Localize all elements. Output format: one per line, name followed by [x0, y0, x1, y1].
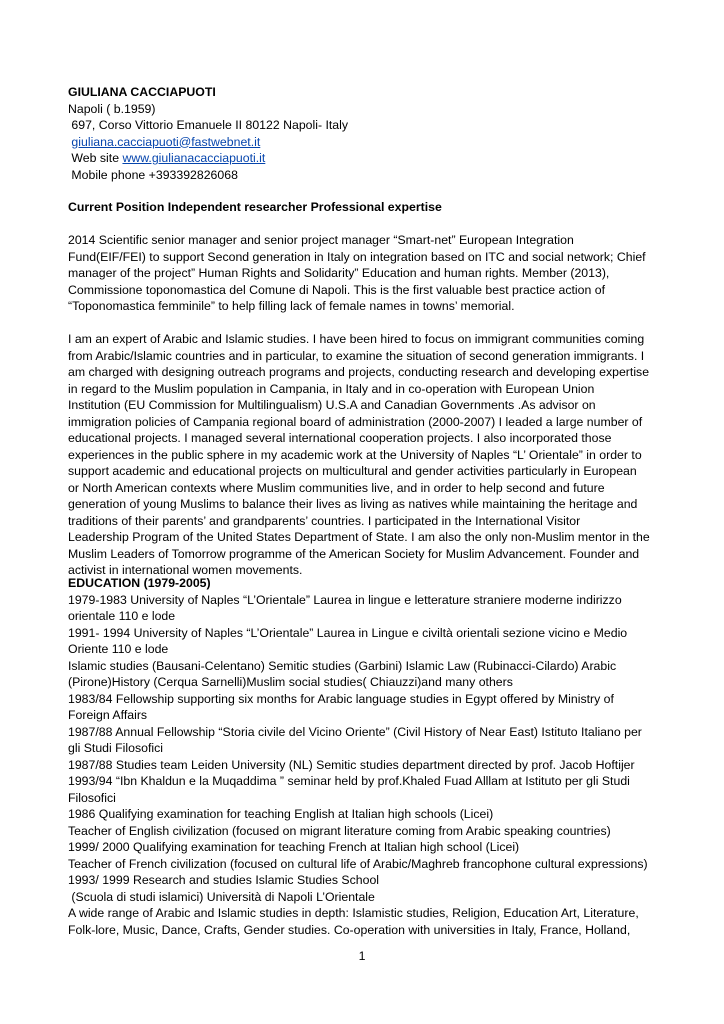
paragraph-line: manager of the project” Human Rights and Solidarity” Education and human rights. Member (2013), [68, 266, 610, 280]
education-line: orientale 110 e lode [68, 609, 176, 623]
education-line: Teacher of English civilization (focused on migrant literature coming from Arabic speaking countries) [68, 823, 611, 838]
paragraph-line: traditions of their parents’ and grandparents’ countries. I participated in the International Visitor [68, 513, 581, 528]
education-line: 1987/88 Annual Fellowship “Storia civile del Vicino Oriente” (Civil History of Near East) Istituto Italiano per [68, 724, 642, 739]
education-line: Teacher of French civilization (focused on cultural life of Arabic/Maghreb francophone cultural expressions) [68, 856, 648, 871]
paragraph-line: in regard to the Muslim population in Campania, in Italy and in co-operation with European Union [68, 381, 595, 396]
education-line: A wide range of Arabic and Islamic studies in depth: Islamistic studies, Religion, Education Art, Literature, [68, 906, 639, 920]
education-heading: EDUCATION (1979-2005) [68, 576, 211, 590]
email-line [68, 134, 658, 151]
website-line [68, 150, 658, 167]
paragraph-line: activist in international women movements. [68, 563, 303, 577]
education-line: 1993/ 1999 Research and studies Islamic Studies School [68, 873, 380, 887]
website-link[interactable]: www.giulianacacciapuoti.it [122, 151, 266, 165]
paragraph-line: 2014 Scientific senior manager and senior project manager “Smart-net” European Integration [68, 233, 574, 247]
paragraph-line: support academic and educational projects on multicultural and gender activities particularly in European [68, 464, 637, 478]
education-line: Foreign Affairs [68, 708, 148, 722]
email-link[interactable]: giuliana.cacciapuoti@fastwebnet.it [71, 134, 261, 149]
education-line: Oriente 110 e lode [68, 642, 169, 656]
paragraph-line: Commissione toponomastica del Comune di Napoli. This is the first valuable best practice action of [68, 282, 605, 297]
paragraph-line: educational projects. I managed several international cooperation projects. I also incorporated those [68, 431, 612, 445]
paragraph-line: am charged with designing outreach programs and projects, conducting research and developing expertise [68, 365, 650, 379]
birth-info: Napoli ( b.1959) [68, 101, 156, 116]
education-line: 1987/88 Studies team Leiden University (NL) Semitic studies department directed by prof. Jacob Hoftijer [68, 757, 635, 772]
paragraph-line: “Toponomastica femminile” to help filling lack of female names in towns’ memorial. [68, 299, 515, 313]
page-number: 1 [358, 949, 366, 963]
paragraph-line: Fund(EIF/FEI) to support Second generation in Italy on integration based on ITC and social network; Chief [68, 249, 646, 264]
author-name: GIULIANA CACCIAPUOTI [68, 85, 216, 99]
website-label: Web site [68, 151, 123, 165]
education-line: (Pirone)History (Cerqua Sarnelli)Muslim social studies( Chiauzzi)and many others [68, 675, 513, 689]
education-line: gli Studi Filosofici [68, 741, 163, 755]
education-line: 1979-1983 University of Naples “L’Orientale” Laurea in lingue e letterature straniere moderne indirizzo [68, 592, 622, 607]
position-section [68, 199, 658, 216]
education-line: 1993/94 “Ibn Khaldun e la Muqaddima ” seminar held by prof.Khaled Fuad Alllam at Istituto per gli Studi [68, 774, 630, 788]
paragraph-line: Leadership Program of the United States Department of State. I am also the only non-Muslim mentor in the [68, 530, 650, 544]
address: 697, Corso Vittorio Emanuele II 80122 Napoli- Italy [68, 118, 349, 132]
position-paragraph [68, 232, 658, 315]
education-line: Folk-lore, Music, Dance, Crafts, Gender studies. Co-operation with universities in Italy, France, Holland, [68, 922, 631, 937]
paragraph-line: immigration policies of Campania regional board of administration (2000-2007) I leaded a large number of [68, 414, 643, 429]
education-section [68, 575, 658, 938]
mobile-phone: Mobile phone +393392826068 [68, 167, 238, 182]
paragraph-line: Muslim Leaders of Tomorrow programme of the American Society for Muslim Advancement. Founder and [68, 546, 640, 561]
contact-header [68, 84, 658, 183]
expertise-paragraph [68, 331, 658, 579]
paragraph-line: Institution (EU Commission for Multilingualism) U.S.A and Canadian Governments .As advisor on [68, 398, 596, 412]
education-line: 1991- 1994 University of Naples “L’Orientale” Laurea in Lingue e civiltà orientali sezione vicino e Medio [68, 625, 628, 640]
paragraph-line: experiences in the public sphere in my academic work at the University of Naples “L’ Orientale” in order to [68, 447, 642, 462]
paragraph-line: I am an expert of Arabic and Islamic studies. I have been hired to focus on immigrant communities coming [68, 332, 645, 346]
education-line: 1999/ 2000 Qualifying examination for teaching French at Italian high school (Licei) [68, 840, 520, 854]
education-line: Filosofici [68, 790, 116, 805]
position-heading: Current Position Independent researcher Professional expertise [68, 200, 442, 214]
education-line: 1986 Qualifying examination for teaching English at Italian high schools (Licei) [68, 807, 494, 821]
paragraph-line: from Arabic/Islamic countries and in particular, to examine the situation of second generation immigrants. I [68, 348, 645, 363]
paragraph-line: or North American contexts where Muslim communities live, and in order to help second and future [68, 480, 605, 495]
education-line: 1983/84 Fellowship supporting six months for Arabic language studies in Egypt offered by Ministry of [68, 691, 614, 706]
education-line: Islamic studies (Bausani-Celentano) Semitic studies (Garbini) Islamic Law (Rubinacci-Cilardo) Arabic [68, 658, 617, 673]
education-line: (Scuola di studi islamici) Università di Napoli L’Orientale [68, 889, 375, 904]
paragraph-line: generation of young Muslims to balance their lives as living as natives while maintaining the heritage and [68, 497, 638, 511]
